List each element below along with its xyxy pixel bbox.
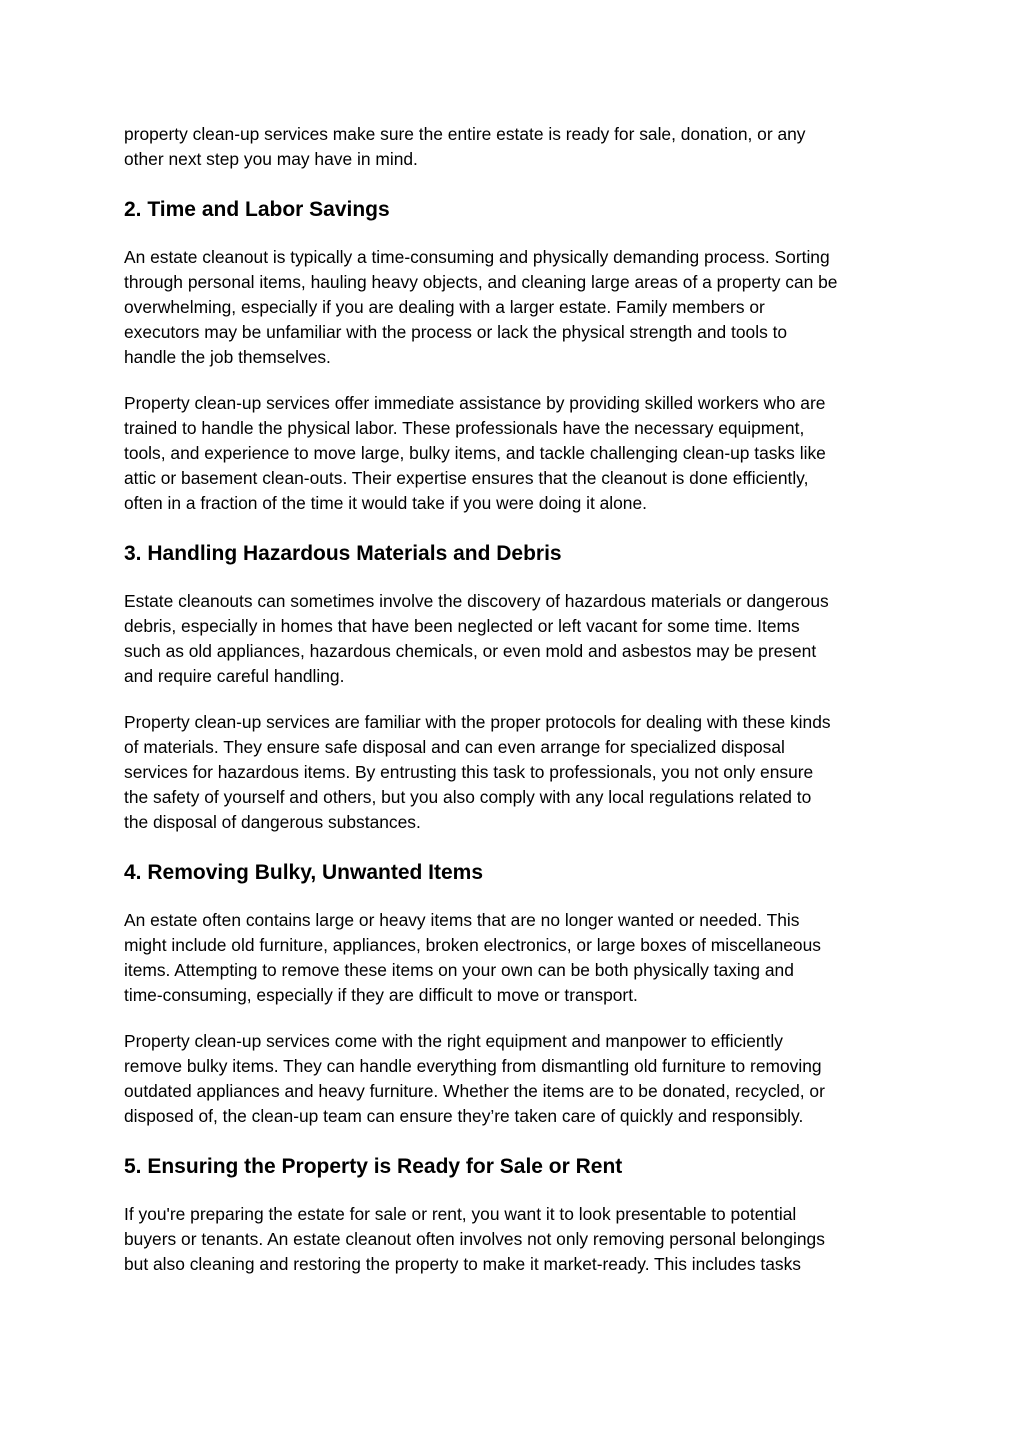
text-line: such as old appliances, hazardous chemicals, or even mold and asbestos may be present	[124, 641, 817, 661]
text-line: attic or basement clean-outs. Their expertise ensures that the cleanout is done efficiently,	[124, 468, 809, 488]
text-line: remove bulky items. They can handle everything from dismantling old furniture to removing	[124, 1056, 822, 1076]
section-heading-handling-hazardous-materials: 3. Handling Hazardous Materials and Debris	[124, 542, 562, 565]
section-paragraph	[124, 391, 914, 516]
text-line: might include old furniture, appliances, broken electronics, or large boxes of miscellaneous	[124, 935, 821, 955]
section-paragraph	[124, 908, 914, 1008]
document-page	[124, 122, 914, 1277]
text-line: executors may be unfamiliar with the process or lack the physical strength and tools to	[124, 322, 788, 342]
section-heading-time-and-labor-savings: 2. Time and Labor Savings	[124, 198, 390, 221]
text-line: outdated appliances and heavy furniture. Whether the items are to be donated, recycled, or	[124, 1081, 825, 1101]
text-line: buyers or tenants. An estate cleanout often involves not only removing personal belongings	[124, 1229, 825, 1249]
section-paragraph	[124, 1202, 914, 1277]
text-line: Property clean-up services offer immediate assistance by providing skilled workers who are	[124, 393, 826, 413]
text-line: the safety of yourself and others, but you also comply with any local regulations related to	[124, 787, 812, 807]
text-line: debris, especially in homes that have been neglected or left vacant for some time. Items	[124, 616, 800, 636]
section-paragraph	[124, 589, 914, 689]
text-line: Property clean-up services are familiar with the proper protocols for dealing with these kinds	[124, 712, 831, 732]
text-line: and require careful handling.	[124, 666, 345, 686]
text-line: property clean-up services make sure the entire estate is ready for sale, donation, or any	[124, 124, 806, 144]
section-paragraph	[124, 245, 914, 370]
text-line: An estate often contains large or heavy items that are no longer wanted or needed. This	[124, 910, 800, 930]
section-paragraph	[124, 1029, 914, 1129]
text-line: tools, and experience to move large, bulky items, and tackle challenging clean-up tasks like	[124, 443, 826, 463]
text-line: disposed of, the clean-up team can ensure they’re taken care of quickly and responsibly.	[124, 1106, 804, 1126]
text-line: handle the job themselves.	[124, 347, 331, 367]
text-line: of materials. They ensure safe disposal and can even arrange for specialized disposal	[124, 737, 785, 757]
text-line: Property clean-up services come with the right equipment and manpower to efficiently	[124, 1031, 783, 1051]
text-line: items. Attempting to remove these items on your own can be both physically taxing and	[124, 960, 794, 980]
text-line: other next step you may have in mind.	[124, 149, 418, 169]
text-line: but also cleaning and restoring the property to make it market-ready. This includes tasks	[124, 1254, 801, 1274]
section-heading-property-ready-for-sale: 5. Ensuring the Property is Ready for Sale or Rent	[124, 1155, 623, 1178]
section-heading-removing-bulky-items: 4. Removing Bulky, Unwanted Items	[124, 861, 484, 884]
text-line: An estate cleanout is typically a time-consuming and physically demanding process. Sorting	[124, 247, 830, 267]
text-line: services for hazardous items. By entrusting this task to professionals, you not only ensure	[124, 762, 814, 782]
text-line: trained to handle the physical labor. These professionals have the necessary equipment,	[124, 418, 805, 438]
intro-paragraph	[124, 122, 914, 172]
section-paragraph	[124, 710, 914, 835]
text-line: Estate cleanouts can sometimes involve the discovery of hazardous materials or dangerous	[124, 591, 829, 611]
text-line: often in a fraction of the time it would take if you were doing it alone.	[124, 493, 647, 513]
text-line: If you're preparing the estate for sale or rent, you want it to look presentable to potential	[124, 1204, 797, 1224]
text-line: overwhelming, especially if you are dealing with a larger estate. Family members or	[124, 297, 765, 317]
text-line: time-consuming, especially if they are difficult to move or transport.	[124, 985, 638, 1005]
text-line: the disposal of dangerous substances.	[124, 812, 421, 832]
text-line: through personal items, hauling heavy objects, and cleaning large areas of a property can be	[124, 272, 838, 292]
